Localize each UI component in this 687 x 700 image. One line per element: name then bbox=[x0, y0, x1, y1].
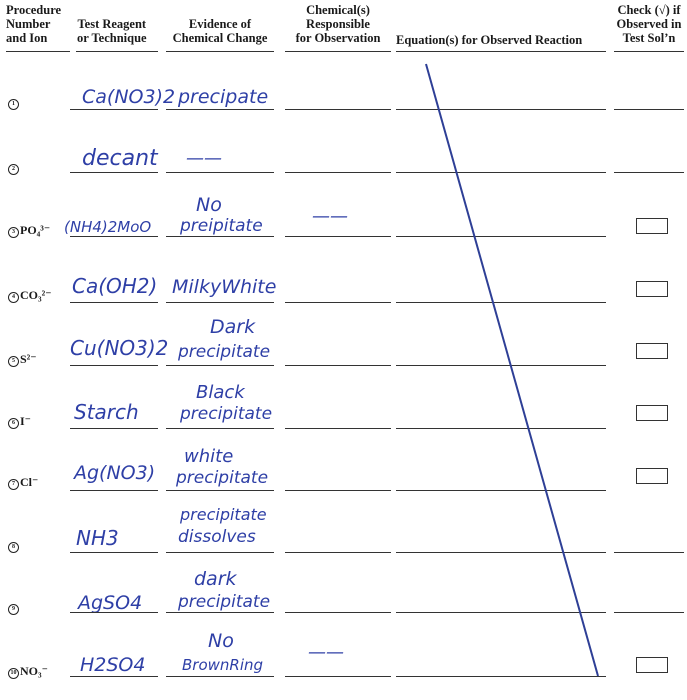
reagent-entry: Ca(OH2) bbox=[72, 274, 158, 298]
procedure-number: 10 bbox=[8, 668, 19, 679]
evidence-entry: dissolves bbox=[178, 527, 256, 547]
evidence-entry: dark bbox=[194, 568, 237, 590]
reagent-entry: decant bbox=[82, 146, 158, 171]
evidence-entry: white bbox=[184, 446, 234, 467]
evidence-entry: precipitate bbox=[178, 592, 271, 612]
evidence-entry: —— bbox=[186, 148, 222, 169]
ion-label: PO₄³⁻ bbox=[20, 223, 51, 237]
evidence-entry: BrownRing bbox=[182, 656, 264, 674]
evidence-entry: Black bbox=[196, 382, 245, 403]
evidence-entry: precipitate bbox=[176, 468, 269, 488]
evidence-entry: precipate bbox=[178, 86, 269, 108]
procedure-number: 6 bbox=[8, 418, 19, 429]
reagent-entry: Cu(NO3)2 bbox=[70, 336, 169, 360]
procedure-number: 8 bbox=[8, 542, 19, 553]
ion-label: S²⁻ bbox=[20, 352, 37, 366]
procedure-number: 7 bbox=[8, 479, 19, 490]
procedure-number: 4 bbox=[8, 292, 19, 303]
reagent-entry: NH3 bbox=[76, 526, 119, 550]
evidence-entry: precipitate bbox=[180, 505, 267, 524]
chemical-entry: —— bbox=[308, 642, 344, 663]
evidence-entry: No bbox=[196, 194, 222, 216]
procedure-number: 9 bbox=[8, 604, 19, 615]
reagent-entry: Starch bbox=[74, 400, 139, 424]
reagent-entry: H2SO4 bbox=[80, 654, 146, 676]
evidence-entry: precipitate bbox=[180, 404, 273, 424]
evidence-entry: Dark bbox=[210, 316, 256, 338]
evidence-entry: preipitate bbox=[180, 216, 263, 236]
header-evidence: Evidence of Chemical Change bbox=[172, 17, 268, 45]
procedure-number: 5 bbox=[8, 356, 19, 367]
evidence-entry: precipitate bbox=[178, 342, 271, 362]
procedure-number: 1 bbox=[8, 99, 19, 110]
header-procedure: Procedure Number and Ion bbox=[6, 3, 62, 45]
header-check: Check (√) if Observed in Test Sol’n bbox=[616, 3, 682, 45]
reagent-entry: (NH4)2MoO bbox=[64, 218, 152, 236]
chemical-entry: —— bbox=[312, 206, 348, 227]
ion-label: CO₃²⁻ bbox=[20, 288, 52, 302]
procedure-number: 3 bbox=[8, 227, 19, 238]
ion-label: NO₃⁻ bbox=[20, 664, 48, 678]
header-equation: Equation(s) for Observed Reaction bbox=[396, 33, 583, 47]
procedure-number: 2 bbox=[8, 164, 19, 175]
evidence-entry: No bbox=[208, 630, 234, 652]
reagent-entry: AgSO4 bbox=[78, 592, 143, 614]
ion-label: I⁻ bbox=[20, 414, 32, 428]
ion-label: Cl⁻ bbox=[20, 475, 39, 489]
header-reagent: Test Reagent or Technique bbox=[77, 17, 147, 45]
reagent-entry: Ca(NO3)2 bbox=[82, 86, 176, 108]
evidence-entry: MilkyWhite bbox=[172, 276, 277, 298]
header-chemicals: Chemical(s) Responsible for Observation bbox=[295, 3, 381, 45]
reagent-entry: Ag(NO3) bbox=[74, 462, 156, 484]
